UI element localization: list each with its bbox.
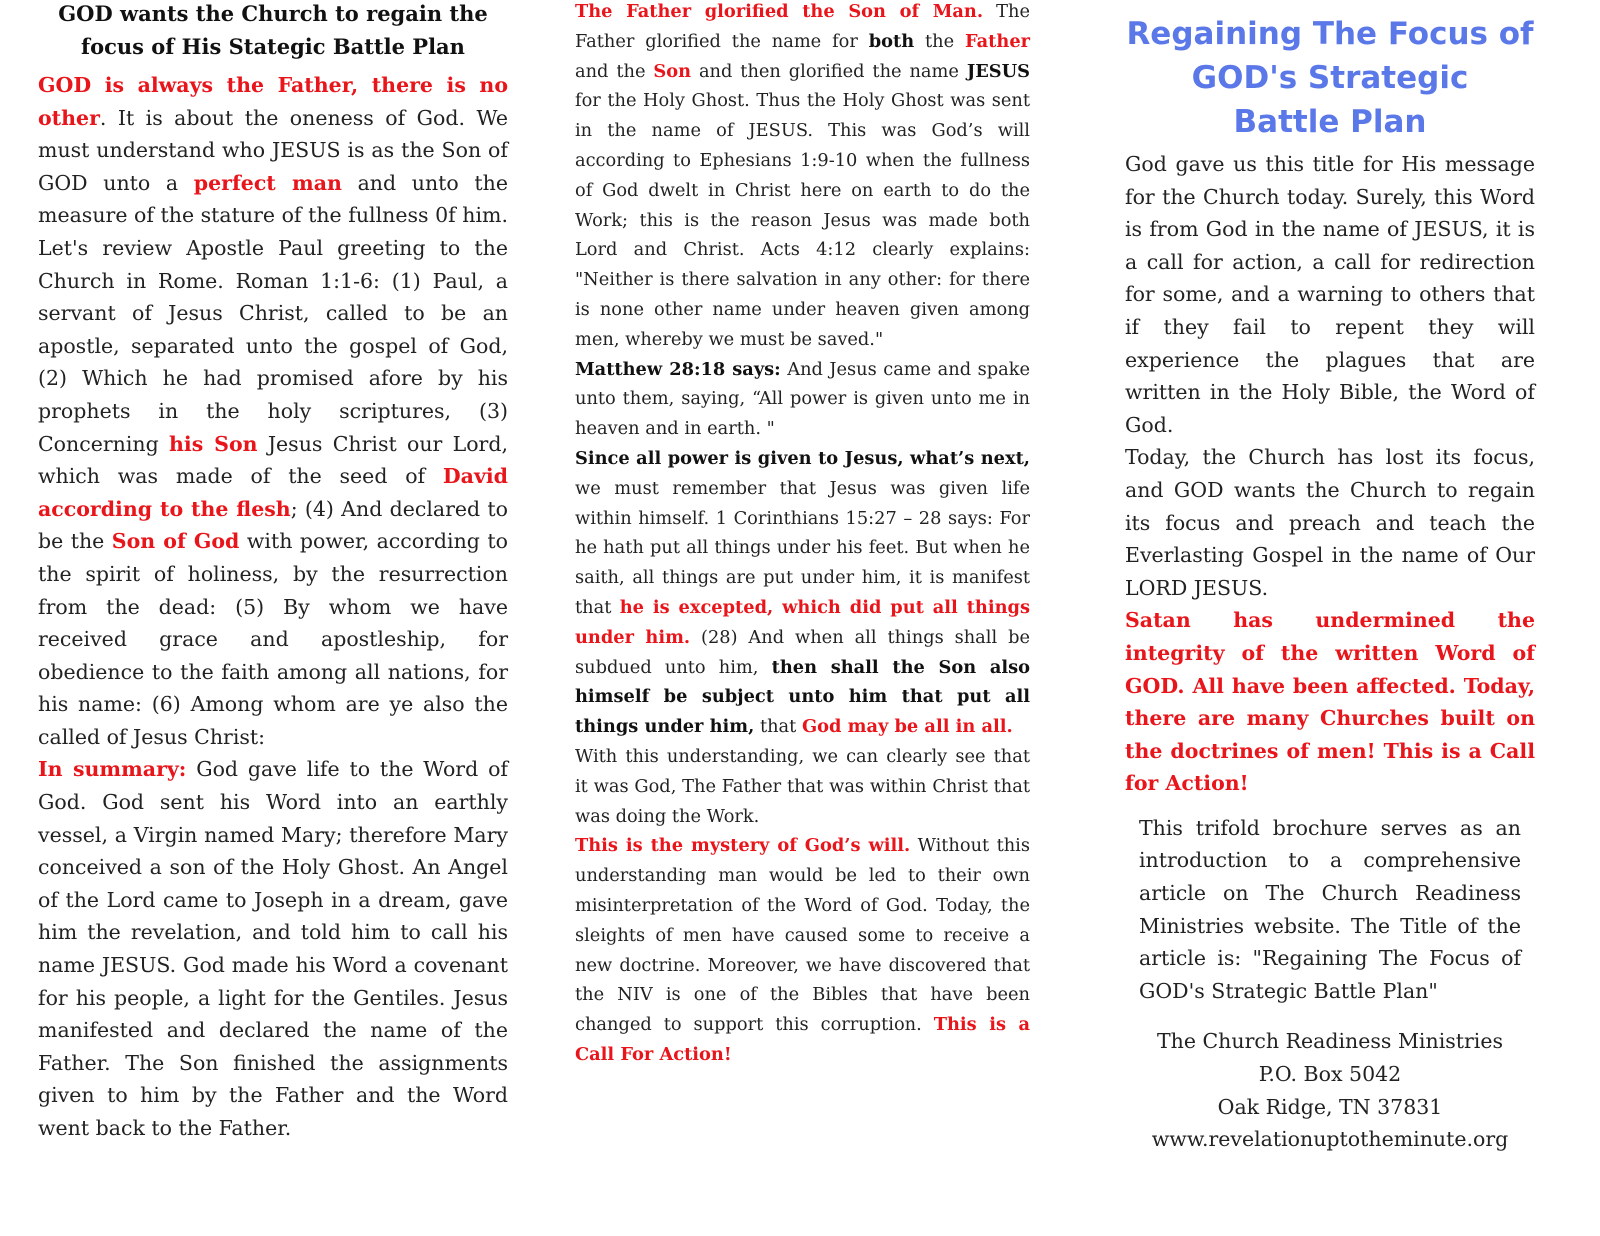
paragraph-matthew xyxy=(575,355,1030,444)
highlight-text: This is a Call For Action! xyxy=(575,1014,1030,1065)
highlight-text: In summary: xyxy=(38,757,187,782)
body-text: and unto the measure of the stature of the fullness 0f him. Let's review Apostle Paul greeting to the Church in Rome. Roman 1:1-6: (1) Paul, a servant of Jesus Christ, called to be an apostle, separated unto the gospel of God, (2) Which he had promised afore by his prophets in the holy scriptures, (3) Concerning xyxy=(38,170,508,456)
website-url: www.revelationuptotheminute.org xyxy=(1151,1127,1509,1152)
city-state-zip: Oak Ridge, TN 37831 xyxy=(1217,1094,1443,1119)
title-line-3: Battle Plan xyxy=(1233,104,1427,140)
body-text: with power, according to the spirit of holiness, by the resurrection from the dead: (5) By whom we have received grace and apostleship, for obedience to the faith among all nations, for his name: (6) Among whom are ye also the called of Jesus Christ: xyxy=(38,529,508,749)
paragraph-intro: God gave us this title for His message for the Church today. Surely, this Word is from God in the name of JESUS, it is a call for action, a call for redirection for some, and a warning to others that if they fail to repent they will experience the plagues that are written in the Holy Bible, the Word of God. xyxy=(1125,152,1535,437)
highlight-text: This is the mystery of God’s will. xyxy=(575,835,911,857)
highlight-text: The Father glorified the Son of Man. xyxy=(575,1,984,22)
body-text: (28) And when all things shall be subdued unto him, xyxy=(575,626,1030,678)
body-text: And Jesus came and spake unto them, saying, “All power is given unto me in heaven and in earth. " xyxy=(575,358,1030,440)
highlight-text: Son xyxy=(653,60,692,82)
title-line-1: Regaining The Focus of xyxy=(1126,16,1534,52)
po-box: P.O. Box 5042 xyxy=(1258,1062,1402,1087)
left-panel xyxy=(38,0,508,1145)
body-text: and the xyxy=(575,60,654,82)
paragraph-glorified xyxy=(575,0,1030,355)
paragraph-mystery xyxy=(575,831,1030,1069)
body-text: that xyxy=(754,716,802,738)
body-text: the xyxy=(914,30,965,52)
brochure-title xyxy=(1125,12,1535,144)
paragraph-all-power xyxy=(575,444,1030,742)
panel-heading xyxy=(38,0,508,63)
bold-text: JESUS xyxy=(966,60,1030,82)
body-text: ; (4) And declared to be the xyxy=(38,496,508,554)
highlight-text: GOD is always the Father, there is no other xyxy=(38,73,508,130)
highlight-text: Father xyxy=(965,30,1030,52)
body-text: we must remember that Jesus was given life within himself. 1 Corinthians 15:27 – 28 says: For he hath put all things under his feet. But when he saith, all things are put under him, it is manifest that xyxy=(575,477,1030,618)
bold-text: then shall the Son also himself be subject unto him that put all things under him, xyxy=(575,656,1031,738)
paragraph-trifold-note: This trifold brochure serves as an introduction to a comprehensive article on The Church Readiness Ministries website. The Title of the article is: "Regaining The Focus of GOD's Strategic Battle Plan" xyxy=(1139,815,1521,1003)
bold-text: Matthew 28:18 says: xyxy=(575,358,781,380)
body-text: and then glorified the name xyxy=(691,60,967,82)
title-line-2: GOD's Strategic xyxy=(1191,60,1469,96)
highlight-text: David according to the flesh xyxy=(38,464,508,521)
ministry-name: The Church Readiness Ministries xyxy=(1156,1029,1504,1054)
paragraph-oneness xyxy=(38,69,508,753)
body-text: The Father glorified the name for xyxy=(575,1,1030,52)
bold-text: Since all power is given to Jesus, what’s next, xyxy=(575,447,1030,469)
contact-address xyxy=(1125,1025,1535,1155)
bold-text: both xyxy=(868,30,915,52)
highlight-text: his Son xyxy=(169,431,258,456)
middle-panel xyxy=(575,0,1030,1070)
paragraph-understanding: With this understanding, we can clearly see that it was God, The Father that was within Christ that was doing the Work. xyxy=(575,745,1030,827)
highlight-text: he is excepted, which did put all things under him. xyxy=(575,596,1030,648)
highlight-text: God may be all in all. xyxy=(801,716,1013,738)
body-text: Jesus Christ our Lord, which was made of the seed of xyxy=(38,431,508,489)
body-text: Without this understanding man would be led to their own misinterpretation of the Word of God. Today, the sleights of men have caused some to receive a new doctrine. Moreover, we have discovered that the NIV is one of the Bibles that have been changed to support this corruption. xyxy=(575,835,1030,1036)
highlight-text: Son of God xyxy=(111,529,240,554)
body-text: God gave life to the Word of God. God sent his Word into an earthly vessel, a Virgin named Mary; therefore Mary conceived a son of the Holy Ghost. An Angel of the Lord came to Joseph in a dream, gave him the revelation, and told him to call his name JESUS. God made his Word a covenant for his people, a light for the Gentiles. Jesus manifested and declared the name of the Father. The Son finished the assignments given to him by the Father and the Word went back to the Father. xyxy=(38,757,508,1140)
heading-line-1: GOD wants the Church to regain the xyxy=(58,1,488,26)
body-text: for the Holy Ghost. Thus the Holy Ghost was sent in the name of JESUS. This was God’s will according to Ephesians 1:9-10 when the fullness of God dwelt in Christ here on earth to do the Work; this is the reason Jesus was made both Lord and Christ. Acts 4:12 clearly explains: "Neither is there salvation in any other: for there is none other name under heaven given among men, whereby we must be saved." xyxy=(575,90,1030,350)
body-text: . It is about the oneness of God. We must understand who JESUS is as the Son of GOD unto a xyxy=(38,105,508,195)
heading-line-2: focus of His Stategic Battle Plan xyxy=(81,34,465,59)
cover-panel xyxy=(1125,0,1535,1156)
highlight-text: perfect man xyxy=(193,170,342,195)
paragraph-summary xyxy=(38,753,508,1144)
call-to-action: Satan has undermined the integrity of the written Word of GOD. All have been affected. Today, there are many Churches built on the doctrines of men! This is a Call for Action! xyxy=(1125,608,1535,796)
paragraph-lost-focus: Today, the Church has lost its focus, and GOD wants the Church to regain its focus and preach and teach the Everlasting Gospel in the name of Our LORD JESUS. xyxy=(1125,445,1535,600)
